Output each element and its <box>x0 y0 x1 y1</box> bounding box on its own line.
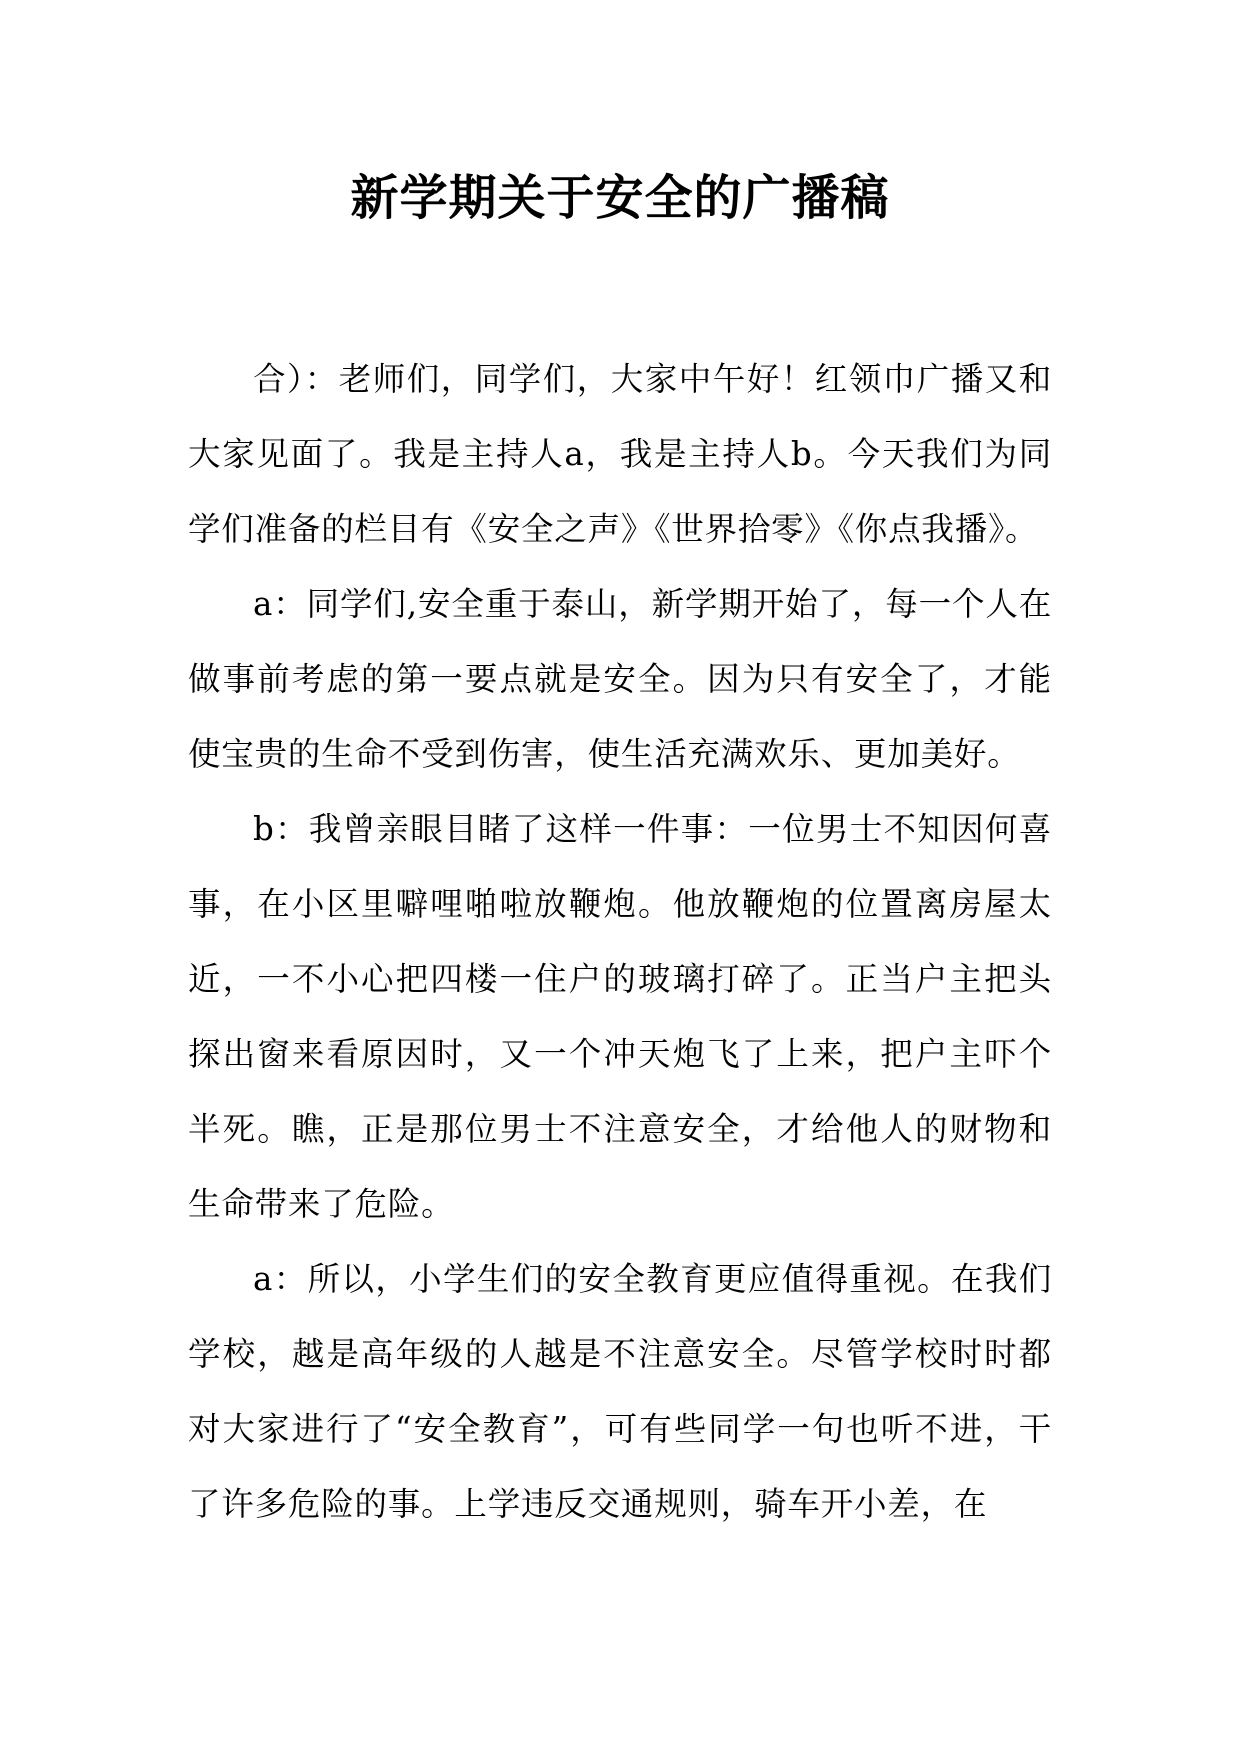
document-body <box>188 342 1052 1542</box>
paragraph-host-a-education: a：所以，小学生们的安全教育更应值得重视。在我们学校，越是高年级的人越是不注意安全。尽管学校时时都对大家进行了“安全教育”，可有些同学一句也听不进，干了许多危险的事。上学违反交通规则，骑车开小差，在 <box>188 1260 1052 1523</box>
document-title: 新学期关于安全的广播稿 <box>350 170 890 226</box>
paragraph-opening: 合）：老师们，同学们，大家中午好！红领巾广播又和大家见面了。我是主持人a，我是主持人b。今天我们为同学们准备的栏目有《安全之声》《世界拾零》《你点我播》。 <box>188 360 1052 548</box>
paragraph-host-a-intro: a：同学们,安全重于泰山，新学期开始了，每一个人在做事前考虑的第一要点就是安全。因为只有安全了，才能使宝贵的生命不受到伤害，使生活充满欢乐、更加美好。 <box>188 585 1052 773</box>
paragraph-host-b-story: b：我曾亲眼目睹了这样一件事：一位男士不知因何喜事，在小区里噼哩啪啦放鞭炮。他放鞭炮的位置离房屋太近，一不小心把四楼一住户的玻璃打碎了。正当户主把头探出窗来看原因时，又一个冲天炮飞了上来，把户主吓个半死。瞧，正是那位男士不注意安全，才给他人的财物和生命带来了危险。 <box>188 810 1052 1223</box>
